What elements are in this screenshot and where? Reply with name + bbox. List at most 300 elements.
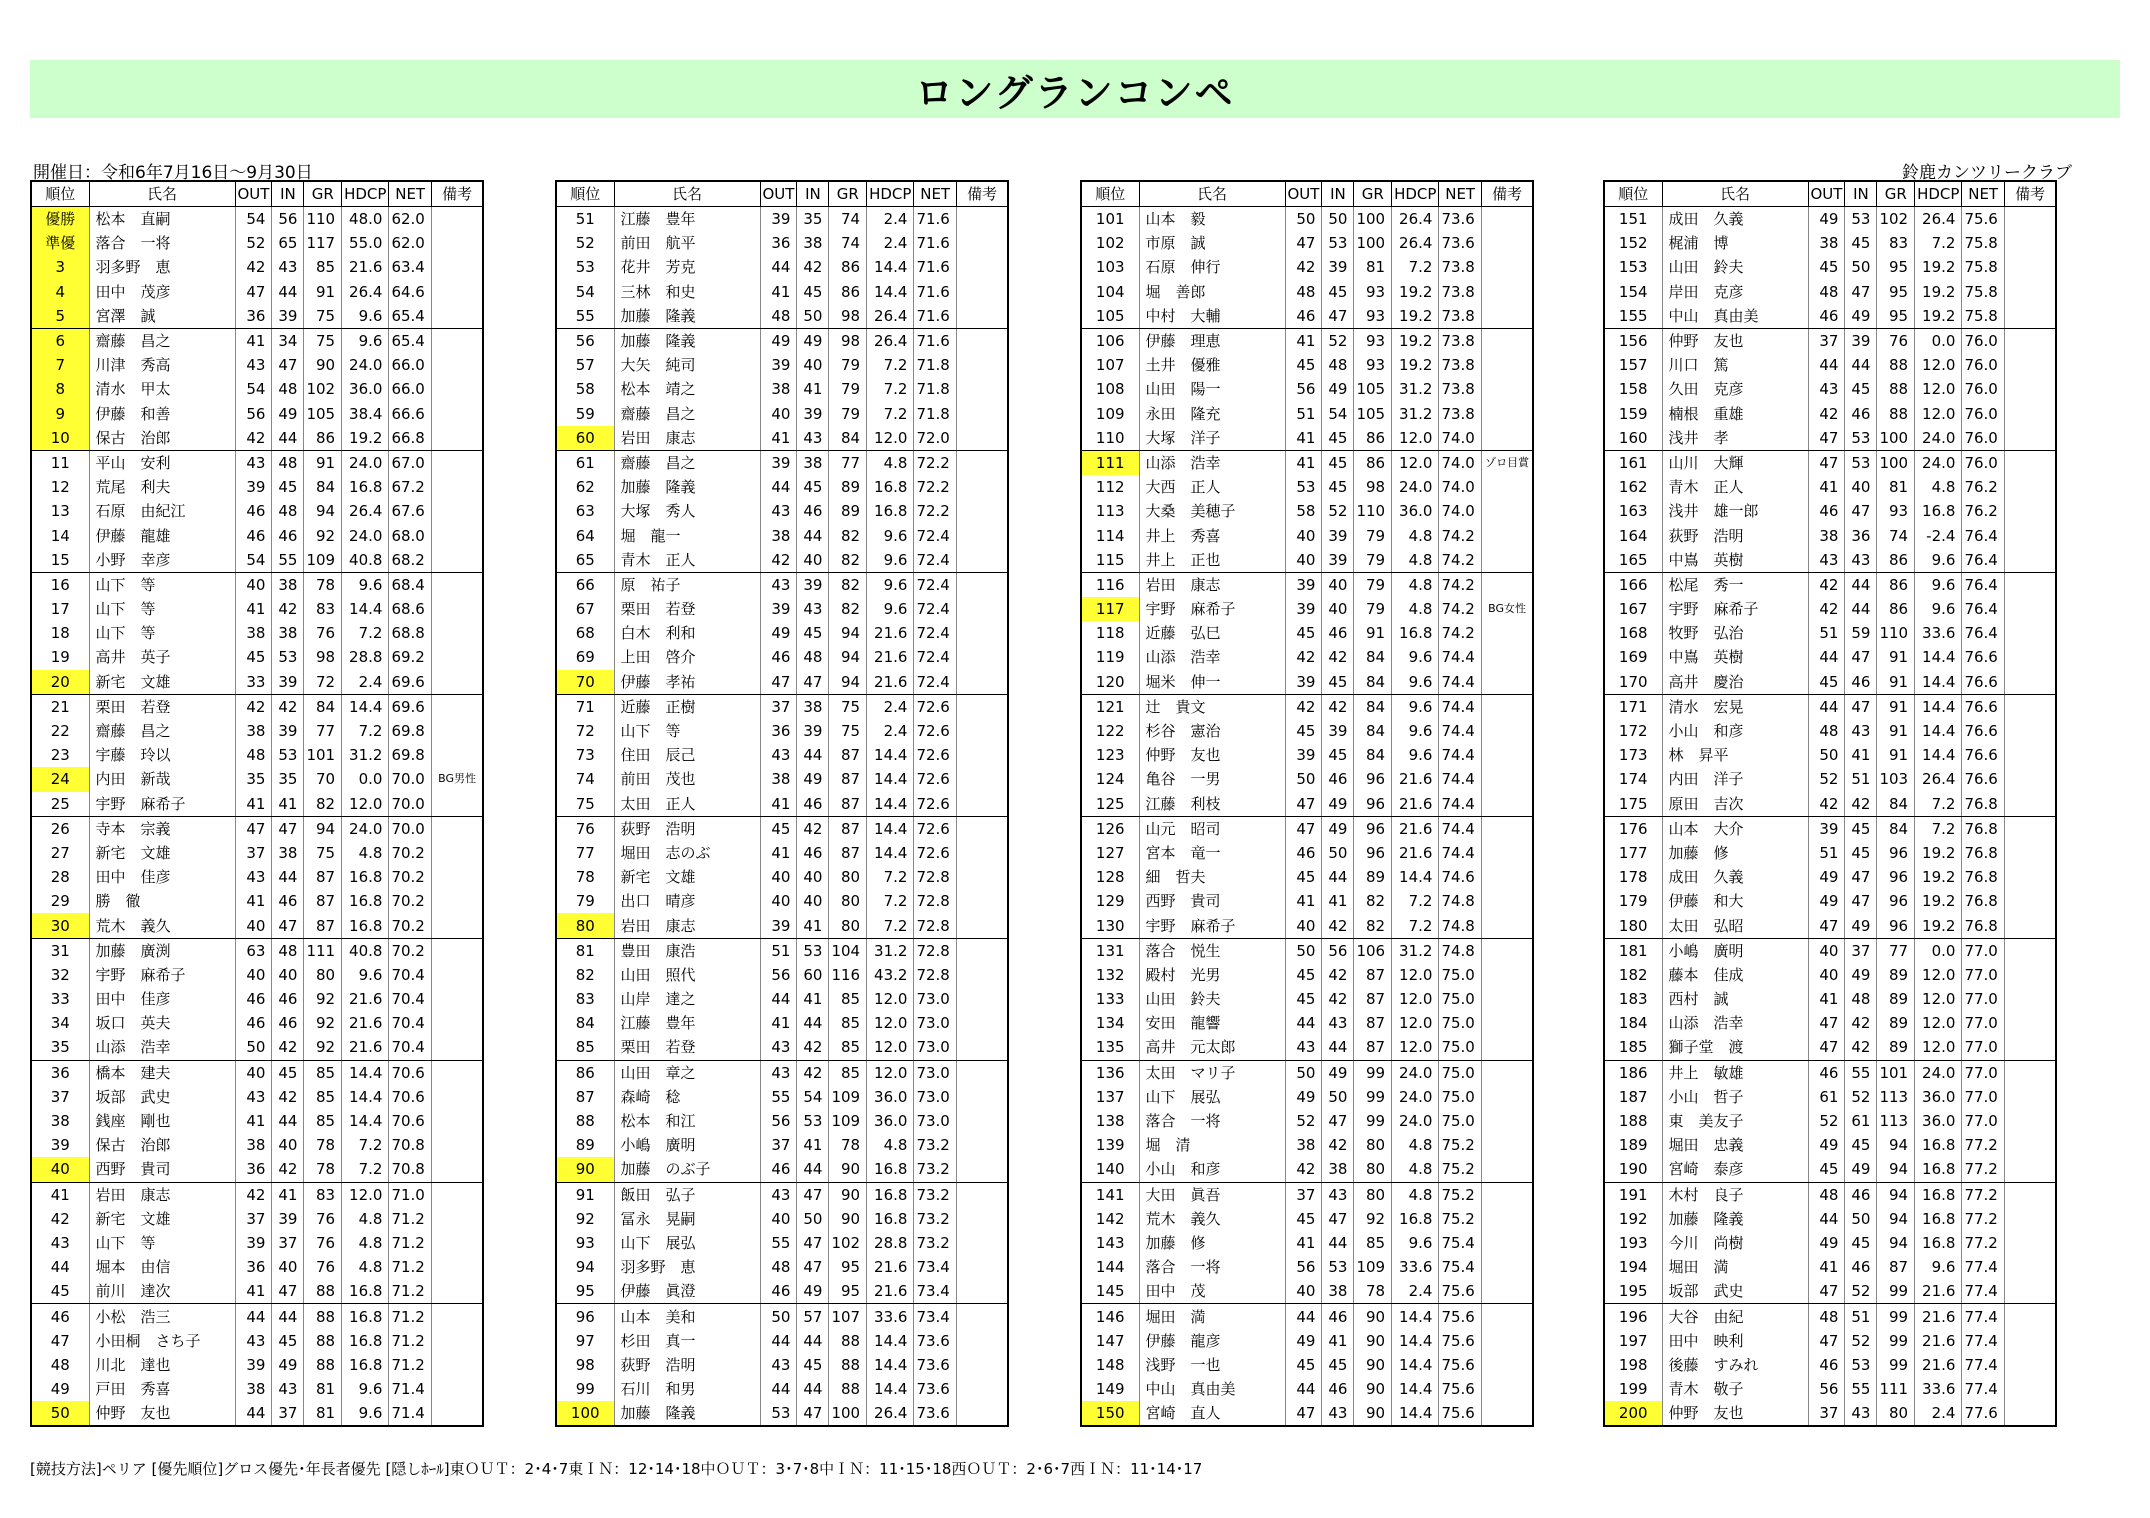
cell-gr: 109 bbox=[304, 548, 342, 573]
cell-name: 大塚 秀人 bbox=[614, 499, 760, 523]
cell-gr: 102 bbox=[304, 377, 342, 401]
cell-hdcp: 4.8 bbox=[1915, 475, 1962, 499]
column-header-net: NET bbox=[389, 181, 431, 207]
cell-hdcp: 14.4 bbox=[342, 1109, 389, 1133]
cell-in: 49 bbox=[272, 402, 304, 426]
cell-gr: 91 bbox=[1877, 719, 1915, 743]
cell-hdcp: 4.8 bbox=[1392, 1182, 1439, 1207]
table-row bbox=[31, 548, 483, 573]
cell-in: 37 bbox=[272, 1231, 304, 1255]
cell-name: 勝 徹 bbox=[89, 889, 235, 913]
cell-net: 73.8 bbox=[1439, 328, 1481, 353]
cell-rank: 58 bbox=[556, 377, 614, 401]
cell-gr: 86 bbox=[1354, 450, 1392, 475]
cell-net: 76.6 bbox=[1962, 694, 2004, 719]
cell-out: 37 bbox=[1285, 1182, 1322, 1207]
cell-in: 55 bbox=[1845, 1060, 1877, 1085]
cell-hdcp: 4.8 bbox=[1392, 597, 1439, 621]
cell-hdcp: 0.0 bbox=[1915, 328, 1962, 353]
table-row bbox=[31, 1157, 483, 1182]
cell-net: 73.0 bbox=[914, 1060, 956, 1085]
cell-out: 38 bbox=[235, 621, 272, 645]
cell-rank: 49 bbox=[31, 1377, 89, 1401]
cell-gr: 85 bbox=[829, 1035, 867, 1060]
cell-net: 72.6 bbox=[914, 719, 956, 743]
cell-rank: 86 bbox=[556, 1060, 614, 1085]
cell-out: 45 bbox=[1285, 987, 1322, 1011]
cell-net: 72.2 bbox=[914, 499, 956, 523]
event-date: 開催日：令和6年7月16日～9月30日 bbox=[33, 163, 313, 183]
table-row bbox=[1081, 670, 1533, 695]
cell-hdcp: 7.2 bbox=[1915, 231, 1962, 255]
cell-net: 71.2 bbox=[389, 1304, 431, 1329]
cell-gr: 88 bbox=[829, 1329, 867, 1353]
table-row bbox=[556, 548, 1008, 573]
cell-name: 山下 等 bbox=[614, 719, 760, 743]
cell-in: 40 bbox=[797, 865, 829, 889]
cell-out: 39 bbox=[235, 1353, 272, 1377]
cell-gr: 80 bbox=[1354, 1133, 1392, 1157]
cell-note bbox=[956, 1401, 1008, 1426]
cell-out: 48 bbox=[1808, 1304, 1845, 1329]
cell-out: 45 bbox=[1808, 255, 1845, 279]
cell-net: 70.0 bbox=[389, 816, 431, 841]
cell-hdcp: 16.8 bbox=[1915, 1182, 1962, 1207]
cell-rank: 15 bbox=[31, 548, 89, 573]
table-row bbox=[31, 1011, 483, 1035]
cell-name: 仲野 友也 bbox=[89, 1401, 235, 1426]
cell-gr: 96 bbox=[1877, 865, 1915, 889]
cell-out: 48 bbox=[1808, 280, 1845, 304]
cell-rank: 8 bbox=[31, 377, 89, 401]
cell-in: 47 bbox=[1322, 304, 1354, 329]
cell-out: 44 bbox=[760, 255, 797, 279]
cell-note bbox=[431, 1377, 483, 1401]
cell-note bbox=[1481, 889, 1533, 913]
cell-in: 46 bbox=[272, 889, 304, 913]
cell-in: 46 bbox=[272, 1011, 304, 1035]
cell-hdcp: 14.4 bbox=[1915, 719, 1962, 743]
cell-hdcp: 43.2 bbox=[867, 963, 914, 987]
cell-hdcp: 14.4 bbox=[1915, 670, 1962, 695]
cell-net: 76.4 bbox=[1962, 548, 2004, 573]
cell-note bbox=[431, 231, 483, 255]
results-table-4 bbox=[1603, 180, 2057, 1427]
cell-net: 74.8 bbox=[1439, 913, 1481, 938]
cell-gr: 88 bbox=[829, 1377, 867, 1401]
cell-out: 42 bbox=[1808, 792, 1845, 817]
cell-hdcp: 21.6 bbox=[867, 621, 914, 645]
cell-rank: 6 bbox=[31, 328, 89, 353]
cell-in: 46 bbox=[1845, 1182, 1877, 1207]
cell-rank: 65 bbox=[556, 548, 614, 573]
cell-hdcp: 2.4 bbox=[1915, 1401, 1962, 1426]
cell-gr: 76 bbox=[304, 1207, 342, 1231]
table-row bbox=[556, 1231, 1008, 1255]
table-row bbox=[31, 1133, 483, 1157]
column-header-note: 備考 bbox=[956, 181, 1008, 207]
cell-note bbox=[956, 328, 1008, 353]
cell-hdcp: 16.8 bbox=[342, 475, 389, 499]
cell-rank: 44 bbox=[31, 1255, 89, 1279]
cell-out: 40 bbox=[235, 963, 272, 987]
cell-in: 40 bbox=[272, 963, 304, 987]
cell-net: 73.6 bbox=[1439, 231, 1481, 255]
cell-in: 42 bbox=[272, 597, 304, 621]
cell-note bbox=[1481, 1133, 1533, 1157]
table-row bbox=[1081, 280, 1533, 304]
cell-hdcp: 7.2 bbox=[867, 865, 914, 889]
cell-out: 52 bbox=[1285, 1109, 1322, 1133]
cell-name: 加藤 隆義 bbox=[1662, 1207, 1808, 1231]
cell-in: 53 bbox=[797, 938, 829, 963]
cell-in: 42 bbox=[272, 694, 304, 719]
cell-out: 47 bbox=[1808, 1011, 1845, 1035]
cell-gr: 96 bbox=[1354, 792, 1392, 817]
table-row bbox=[1081, 475, 1533, 499]
table-row bbox=[1604, 1279, 2056, 1304]
cell-name: 宇野 麻希子 bbox=[1139, 597, 1285, 621]
cell-note bbox=[956, 987, 1008, 1011]
cell-net: 73.0 bbox=[914, 1109, 956, 1133]
cell-note bbox=[1481, 1085, 1533, 1109]
cell-rank: 38 bbox=[31, 1109, 89, 1133]
cell-in: 40 bbox=[797, 353, 829, 377]
cell-net: 73.8 bbox=[1439, 377, 1481, 401]
cell-name: 石原 由紀江 bbox=[89, 499, 235, 523]
cell-in: 43 bbox=[1322, 1011, 1354, 1035]
cell-rank: 167 bbox=[1604, 597, 1662, 621]
cell-rank: 97 bbox=[556, 1329, 614, 1353]
cell-gr: 99 bbox=[1877, 1304, 1915, 1329]
cell-in: 44 bbox=[1322, 1035, 1354, 1060]
cell-out: 45 bbox=[1285, 621, 1322, 645]
cell-note bbox=[431, 304, 483, 329]
table-row bbox=[31, 402, 483, 426]
table-row bbox=[31, 207, 483, 232]
cell-rank: 142 bbox=[1081, 1207, 1139, 1231]
cell-out: 41 bbox=[1285, 889, 1322, 913]
cell-note bbox=[2004, 231, 2056, 255]
cell-hdcp: 14.4 bbox=[342, 1060, 389, 1085]
cell-in: 42 bbox=[1322, 1133, 1354, 1157]
cell-hdcp: 14.4 bbox=[867, 792, 914, 817]
cell-note bbox=[956, 426, 1008, 451]
cell-name: 山下 展弘 bbox=[614, 1231, 760, 1255]
cell-rank: 優勝 bbox=[31, 207, 89, 232]
cell-in: 50 bbox=[797, 1207, 829, 1231]
cell-in: 38 bbox=[272, 621, 304, 645]
cell-name: 宮澤 誠 bbox=[89, 304, 235, 329]
cell-out: 44 bbox=[760, 475, 797, 499]
cell-net: 77.2 bbox=[1962, 1207, 2004, 1231]
cell-gr: 109 bbox=[829, 1085, 867, 1109]
cell-in: 49 bbox=[1322, 377, 1354, 401]
cell-name: 落合 一将 bbox=[1139, 1109, 1285, 1133]
cell-gr: 99 bbox=[1877, 1329, 1915, 1353]
cell-in: 41 bbox=[1845, 743, 1877, 767]
cell-hdcp: 14.4 bbox=[1915, 743, 1962, 767]
cell-hdcp: 4.8 bbox=[342, 1231, 389, 1255]
cell-note bbox=[1481, 255, 1533, 279]
cell-gr: 111 bbox=[1877, 1377, 1915, 1401]
table-row bbox=[1081, 499, 1533, 523]
cell-note bbox=[2004, 280, 2056, 304]
cell-in: 47 bbox=[272, 913, 304, 938]
cell-hdcp: 4.8 bbox=[867, 1133, 914, 1157]
cell-note bbox=[2004, 1109, 2056, 1133]
cell-net: 75.0 bbox=[1439, 1060, 1481, 1085]
cell-in: 38 bbox=[1322, 1279, 1354, 1304]
cell-name: 荒木 義久 bbox=[1139, 1207, 1285, 1231]
cell-hdcp: 9.6 bbox=[867, 597, 914, 621]
cell-out: 47 bbox=[1285, 231, 1322, 255]
cell-note bbox=[2004, 523, 2056, 547]
cell-rank: 21 bbox=[31, 694, 89, 719]
table-row bbox=[556, 353, 1008, 377]
cell-hdcp: 16.8 bbox=[342, 1279, 389, 1304]
cell-rank: 64 bbox=[556, 523, 614, 547]
cell-net: 77.4 bbox=[1962, 1377, 2004, 1401]
cell-in: 34 bbox=[272, 328, 304, 353]
cell-out: 41 bbox=[1808, 987, 1845, 1011]
cell-out: 52 bbox=[1808, 767, 1845, 791]
cell-note bbox=[1481, 938, 1533, 963]
table-row bbox=[1604, 207, 2056, 232]
cell-in: 46 bbox=[1322, 1377, 1354, 1401]
cell-hdcp: 16.8 bbox=[867, 1207, 914, 1231]
cell-rank: 62 bbox=[556, 475, 614, 499]
table-row bbox=[31, 231, 483, 255]
cell-note bbox=[431, 938, 483, 963]
cell-net: 77.0 bbox=[1962, 963, 2004, 987]
cell-hdcp: 7.2 bbox=[867, 377, 914, 401]
cell-note bbox=[431, 1060, 483, 1085]
cell-gr: 89 bbox=[829, 499, 867, 523]
cell-in: 61 bbox=[1845, 1109, 1877, 1133]
table-row bbox=[556, 450, 1008, 475]
table-row bbox=[556, 987, 1008, 1011]
table-row bbox=[1604, 841, 2056, 865]
cell-hdcp: 19.2 bbox=[1915, 913, 1962, 938]
cell-out: 47 bbox=[235, 280, 272, 304]
table-row bbox=[1081, 1231, 1533, 1255]
cell-name: 荒木 義久 bbox=[89, 913, 235, 938]
cell-name: 住田 辰己 bbox=[614, 743, 760, 767]
cell-note bbox=[2004, 1304, 2056, 1329]
table-row bbox=[556, 1060, 1008, 1085]
cell-in: 40 bbox=[797, 889, 829, 913]
cell-net: 74.4 bbox=[1439, 792, 1481, 817]
cell-net: 72.8 bbox=[914, 938, 956, 963]
cell-net: 68.0 bbox=[389, 523, 431, 547]
cell-note bbox=[1481, 1255, 1533, 1279]
cell-net: 64.6 bbox=[389, 280, 431, 304]
cell-in: 45 bbox=[1322, 426, 1354, 451]
cell-hdcp: 2.4 bbox=[867, 231, 914, 255]
cell-note bbox=[1481, 1304, 1533, 1329]
cell-note bbox=[1481, 913, 1533, 938]
cell-name: 井上 正也 bbox=[1139, 548, 1285, 573]
cell-out: 42 bbox=[1285, 645, 1322, 669]
cell-hdcp: 21.6 bbox=[1915, 1279, 1962, 1304]
table-row bbox=[1081, 645, 1533, 669]
cell-in: 44 bbox=[272, 1109, 304, 1133]
cell-name: 堀本 由信 bbox=[89, 1255, 235, 1279]
cell-rank: 156 bbox=[1604, 328, 1662, 353]
cell-out: 36 bbox=[235, 1255, 272, 1279]
cell-name: 小嶋 廣明 bbox=[1662, 938, 1808, 963]
cell-gr: 93 bbox=[1354, 328, 1392, 353]
cell-in: 47 bbox=[797, 1231, 829, 1255]
cell-note bbox=[1481, 548, 1533, 573]
cell-gr: 74 bbox=[1877, 523, 1915, 547]
cell-in: 45 bbox=[797, 1353, 829, 1377]
cell-out: 43 bbox=[1808, 548, 1845, 573]
cell-out: 58 bbox=[1285, 499, 1322, 523]
cell-rank: 69 bbox=[556, 645, 614, 669]
table-row bbox=[556, 499, 1008, 523]
table-row bbox=[1604, 1329, 2056, 1353]
cell-out: 42 bbox=[235, 426, 272, 451]
cell-hdcp: 9.6 bbox=[867, 572, 914, 597]
cell-net: 76.6 bbox=[1962, 743, 2004, 767]
cell-in: 45 bbox=[272, 1329, 304, 1353]
cell-name: 小山 和彦 bbox=[1139, 1157, 1285, 1182]
cell-rank: 4 bbox=[31, 280, 89, 304]
cell-note bbox=[431, 1182, 483, 1207]
cell-in: 39 bbox=[272, 670, 304, 695]
cell-out: 36 bbox=[760, 719, 797, 743]
cell-gr: 95 bbox=[829, 1279, 867, 1304]
cell-net: 75.4 bbox=[1439, 1255, 1481, 1279]
cell-out: 39 bbox=[760, 207, 797, 232]
cell-name: 花井 芳克 bbox=[614, 255, 760, 279]
cell-note bbox=[1481, 1401, 1533, 1426]
cell-net: 75.4 bbox=[1439, 1231, 1481, 1255]
cell-note bbox=[431, 1401, 483, 1426]
cell-out: 43 bbox=[760, 743, 797, 767]
cell-name: 山川 大輝 bbox=[1662, 450, 1808, 475]
cell-in: 39 bbox=[272, 719, 304, 743]
cell-gr: 94 bbox=[1877, 1133, 1915, 1157]
cell-name: 堀 龍一 bbox=[614, 523, 760, 547]
cell-rank: 194 bbox=[1604, 1255, 1662, 1279]
cell-note bbox=[431, 1231, 483, 1255]
cell-in: 41 bbox=[797, 377, 829, 401]
cell-hdcp: 12.0 bbox=[867, 1035, 914, 1060]
cell-net: 71.6 bbox=[914, 207, 956, 232]
cell-net: 71.0 bbox=[389, 1182, 431, 1207]
cell-hdcp: 36.0 bbox=[342, 377, 389, 401]
table-row bbox=[31, 1279, 483, 1304]
cell-out: 42 bbox=[760, 548, 797, 573]
cell-rank: 180 bbox=[1604, 913, 1662, 938]
column-header-in: IN bbox=[272, 181, 304, 207]
cell-hdcp: 14.4 bbox=[867, 841, 914, 865]
cell-net: 75.2 bbox=[1439, 1133, 1481, 1157]
cell-gr: 90 bbox=[1354, 1377, 1392, 1401]
cell-gr: 82 bbox=[829, 572, 867, 597]
cell-in: 42 bbox=[1845, 1035, 1877, 1060]
cell-hdcp: 16.8 bbox=[867, 1182, 914, 1207]
cell-out: 41 bbox=[760, 792, 797, 817]
cell-out: 41 bbox=[1285, 450, 1322, 475]
cell-in: 47 bbox=[1845, 889, 1877, 913]
cell-gr: 79 bbox=[1354, 548, 1392, 573]
cell-gr: 87 bbox=[304, 913, 342, 938]
cell-name: 西村 誠 bbox=[1662, 987, 1808, 1011]
cell-note bbox=[431, 597, 483, 621]
cell-rank: 18 bbox=[31, 621, 89, 645]
cell-net: 73.4 bbox=[914, 1279, 956, 1304]
cell-gr: 100 bbox=[1354, 231, 1392, 255]
cell-note bbox=[956, 719, 1008, 743]
cell-gr: 94 bbox=[1877, 1182, 1915, 1207]
table-row bbox=[556, 963, 1008, 987]
cell-rank: 193 bbox=[1604, 1231, 1662, 1255]
table-row bbox=[1081, 963, 1533, 987]
cell-in: 44 bbox=[797, 743, 829, 767]
cell-note bbox=[2004, 743, 2056, 767]
table-row bbox=[1081, 231, 1533, 255]
cell-name: 新宅 文雄 bbox=[614, 865, 760, 889]
cell-net: 73.0 bbox=[914, 987, 956, 1011]
cell-out: 55 bbox=[760, 1231, 797, 1255]
cell-hdcp: 4.8 bbox=[342, 1255, 389, 1279]
cell-net: 77.4 bbox=[1962, 1304, 2004, 1329]
cell-in: 53 bbox=[272, 645, 304, 669]
cell-net: 73.4 bbox=[914, 1304, 956, 1329]
cell-out: 37 bbox=[1808, 328, 1845, 353]
cell-name: 久田 克彦 bbox=[1662, 377, 1808, 401]
cell-in: 49 bbox=[1845, 1157, 1877, 1182]
cell-note bbox=[956, 255, 1008, 279]
cell-hdcp: 16.8 bbox=[1392, 621, 1439, 645]
cell-rank: 155 bbox=[1604, 304, 1662, 329]
cell-out: 38 bbox=[235, 719, 272, 743]
cell-net: 76.4 bbox=[1962, 621, 2004, 645]
cell-gr: 84 bbox=[1354, 694, 1392, 719]
cell-gr: 80 bbox=[829, 913, 867, 938]
cell-rank: 47 bbox=[31, 1329, 89, 1353]
cell-net: 73.0 bbox=[914, 1085, 956, 1109]
table-row bbox=[556, 621, 1008, 645]
cell-gr: 93 bbox=[1877, 499, 1915, 523]
cell-rank: 24 bbox=[31, 767, 89, 791]
cell-rank: 132 bbox=[1081, 963, 1139, 987]
cell-note bbox=[431, 1011, 483, 1035]
cell-out: 44 bbox=[1808, 694, 1845, 719]
cell-note bbox=[956, 1182, 1008, 1207]
cell-hdcp: 14.4 bbox=[1392, 1353, 1439, 1377]
cell-gr: 86 bbox=[829, 280, 867, 304]
table-row bbox=[1081, 865, 1533, 889]
cell-net: 75.6 bbox=[1439, 1401, 1481, 1426]
cell-rank: 147 bbox=[1081, 1329, 1139, 1353]
cell-hdcp: 19.2 bbox=[1915, 889, 1962, 913]
cell-net: 73.0 bbox=[914, 1035, 956, 1060]
cell-name: 小野 幸彦 bbox=[89, 548, 235, 573]
cell-note bbox=[2004, 328, 2056, 353]
cell-hdcp: 19.2 bbox=[1915, 841, 1962, 865]
cell-net: 74.4 bbox=[1439, 841, 1481, 865]
cell-gr: 87 bbox=[829, 816, 867, 841]
cell-name: 清水 宏晃 bbox=[1662, 694, 1808, 719]
cell-name: 山下 展弘 bbox=[1139, 1085, 1285, 1109]
cell-gr: 81 bbox=[304, 1377, 342, 1401]
cell-gr: 95 bbox=[1877, 304, 1915, 329]
